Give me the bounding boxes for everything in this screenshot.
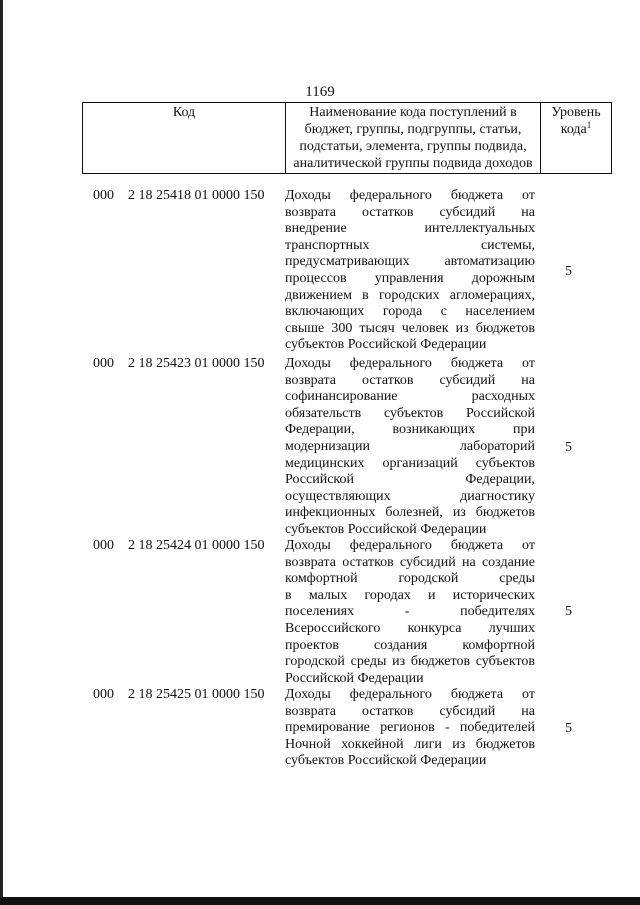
description-line: возврата остатков субсидий на <box>285 372 535 388</box>
revenue-description <box>285 687 535 770</box>
revenue-code: 2 18 25424 01 0000 150 <box>128 538 265 553</box>
description-line: субъектов Российской Федерации <box>285 753 487 769</box>
description-line: предусматривающих автоматизацию <box>285 254 535 270</box>
description-line: Федерации, возникающих при <box>285 422 535 438</box>
description-line: Доходы федерального бюджета от <box>285 356 535 371</box>
description-line: Ночной хоккейной лиги из бюджетов <box>285 736 535 752</box>
header-name-line: аналитической группы подвида доходов <box>293 156 533 171</box>
description-line: проектов создания комфортной <box>285 637 535 653</box>
header-code: Код <box>83 103 286 174</box>
header-level-line1: Уровень <box>551 105 601 120</box>
revenue-code: 2 18 25418 01 0000 150 <box>128 188 265 203</box>
description-line: в малых городах и исторических <box>285 587 535 603</box>
page-number: 1169 <box>305 84 335 100</box>
scan-edge-bottom <box>0 897 640 905</box>
header-level-word: кода <box>560 122 587 137</box>
revenue-description <box>285 356 535 539</box>
description-line: премирование регионов - победителей <box>285 720 535 736</box>
admin-code: 000 <box>93 687 114 702</box>
header-level-line2 <box>544 121 608 138</box>
description-line: Доходы федерального бюджета от <box>285 188 535 203</box>
description-line: модернизации лабораторий <box>285 438 535 454</box>
description-line: Российской Федерации, <box>285 472 535 488</box>
header-level <box>541 103 612 174</box>
description-line: субъектов Российской Федерации <box>285 337 487 353</box>
description-line: Доходы федерального бюджета от <box>285 687 535 702</box>
description-line: осуществляющих диагностику <box>285 488 535 504</box>
description-line: городской среды из бюджетов субъектов <box>285 654 535 670</box>
header-name <box>286 103 541 174</box>
description-line: инфекционных болезней, из бюджетов <box>285 505 535 521</box>
description-line: обязательств субъектов Российской <box>285 405 535 421</box>
description-line: возврата остатков субсидий на создание <box>285 554 535 570</box>
table-header <box>82 102 612 174</box>
revenue-description <box>285 538 535 687</box>
header-name-line: Наименование кода поступлений в <box>309 105 517 120</box>
description-line: возврата остатков субсидий на <box>285 703 535 719</box>
description-line: свыше 300 тысяч человек из бюджетов <box>285 320 535 336</box>
description-line: Всероссийского конкурса лучших <box>285 620 535 636</box>
description-line: медицинских организаций субъектов <box>285 455 535 471</box>
description-line: субъектов Российской Федерации <box>285 521 487 537</box>
revenue-code: 2 18 25423 01 0000 150 <box>128 356 265 371</box>
description-line: Доходы федерального бюджета от <box>285 538 535 553</box>
description-line: комфортной городской среды <box>285 571 535 587</box>
description-line: движением в городских агломерациях, <box>285 287 535 303</box>
admin-code: 000 <box>93 188 114 203</box>
description-line: внедрение интеллектуальных <box>285 221 535 237</box>
code-level: 5 <box>565 604 572 619</box>
footnote-marker: 1 <box>586 120 592 130</box>
code-level: 5 <box>565 721 572 736</box>
revenue-code: 2 18 25425 01 0000 150 <box>128 687 265 702</box>
description-line: транспортных системы, <box>285 237 535 253</box>
admin-code: 000 <box>93 538 114 553</box>
header-name-line: бюджет, группы, подгруппы, статьи, <box>304 122 522 137</box>
header-name-line: подстатьи, элемента, группы подвида, <box>299 139 527 154</box>
admin-code: 000 <box>93 356 114 371</box>
code-level: 5 <box>565 440 572 455</box>
description-line: Российской Федерации <box>285 670 424 686</box>
description-line: процессов управления дорожным <box>285 270 535 286</box>
code-level: 5 <box>565 264 572 279</box>
revenue-description <box>285 188 535 354</box>
description-line: софинансирование расходных <box>285 389 535 405</box>
scan-edge-left <box>0 0 3 905</box>
description-line: возврата остатков субсидий на <box>285 204 535 220</box>
description-line: включающих города с населением <box>285 304 535 320</box>
description-line: поселениях - победителях <box>285 604 535 620</box>
